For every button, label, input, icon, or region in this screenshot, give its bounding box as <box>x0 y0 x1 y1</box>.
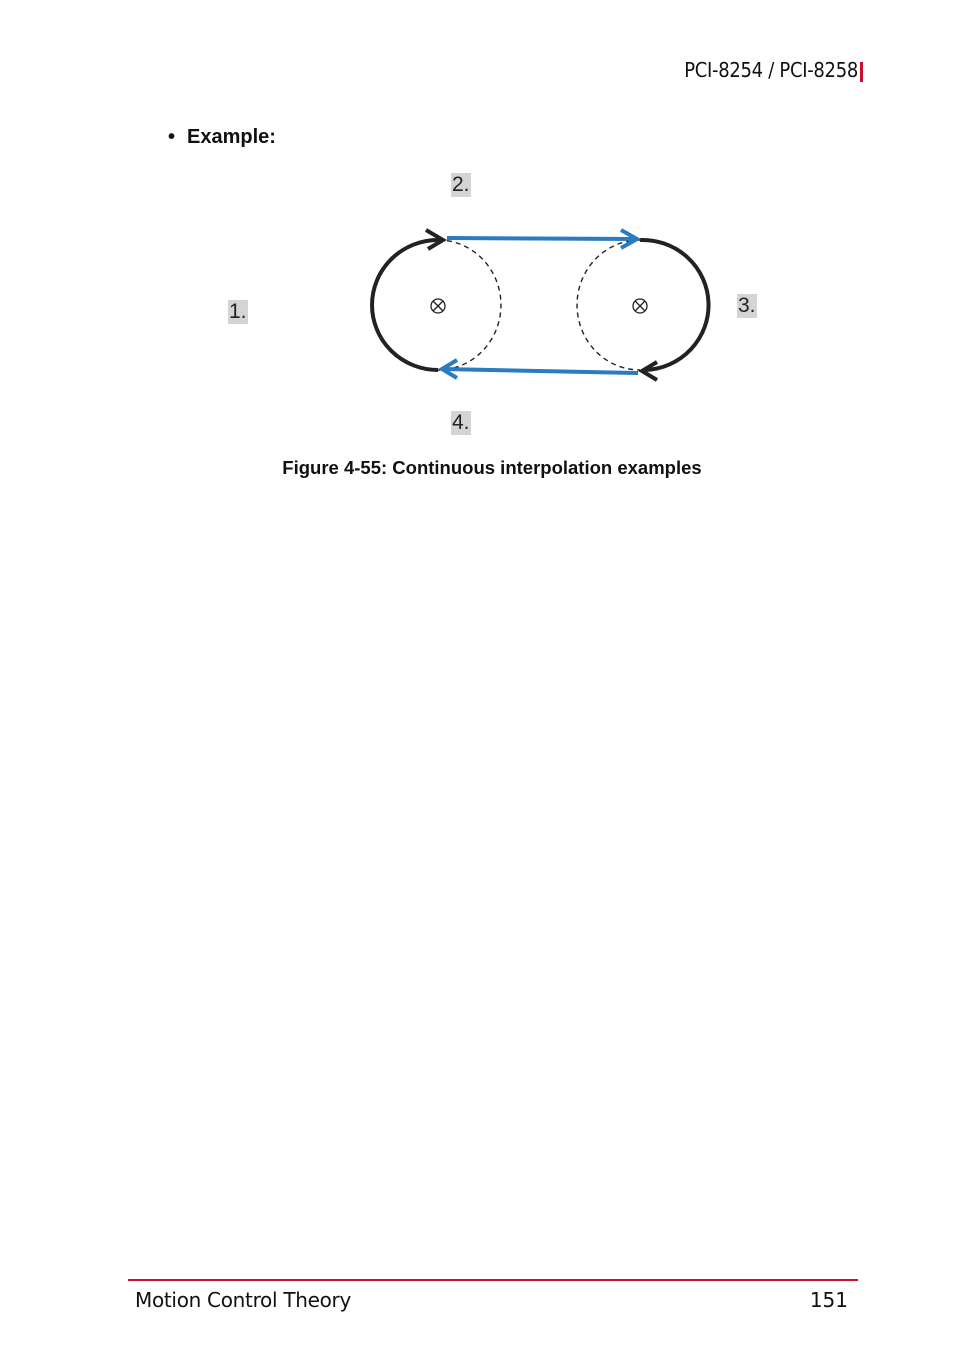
right-dashed-arc <box>577 240 640 370</box>
step-label-2: 2. <box>452 173 470 196</box>
page-number: 151 <box>809 1288 848 1312</box>
bottom-blue-line <box>443 369 638 373</box>
step-label-3: 3. <box>738 294 756 317</box>
footer-rule <box>128 1279 858 1281</box>
interpolation-diagram <box>340 220 740 400</box>
left-solid-arc <box>372 240 438 370</box>
right-solid-arc <box>640 240 709 370</box>
right-center-circled-times-icon <box>633 299 647 313</box>
step-label-4: 4. <box>452 411 470 434</box>
left-dashed-arc <box>438 240 501 370</box>
figure-caption: Figure 4-55: Continuous interpolation examples <box>282 457 702 478</box>
footer-section-title: Motion Control Theory <box>135 1288 352 1312</box>
step-label-1: 1. <box>229 300 247 323</box>
left-center-circled-times-icon <box>431 299 445 313</box>
header-accent-bar <box>860 62 863 82</box>
document-title: PCI-8254 / PCI-8258 <box>684 58 858 82</box>
top-blue-line <box>447 238 636 239</box>
example-heading: Example: <box>187 126 276 148</box>
bullet-icon: • <box>168 126 176 148</box>
example-bullet <box>168 126 276 149</box>
